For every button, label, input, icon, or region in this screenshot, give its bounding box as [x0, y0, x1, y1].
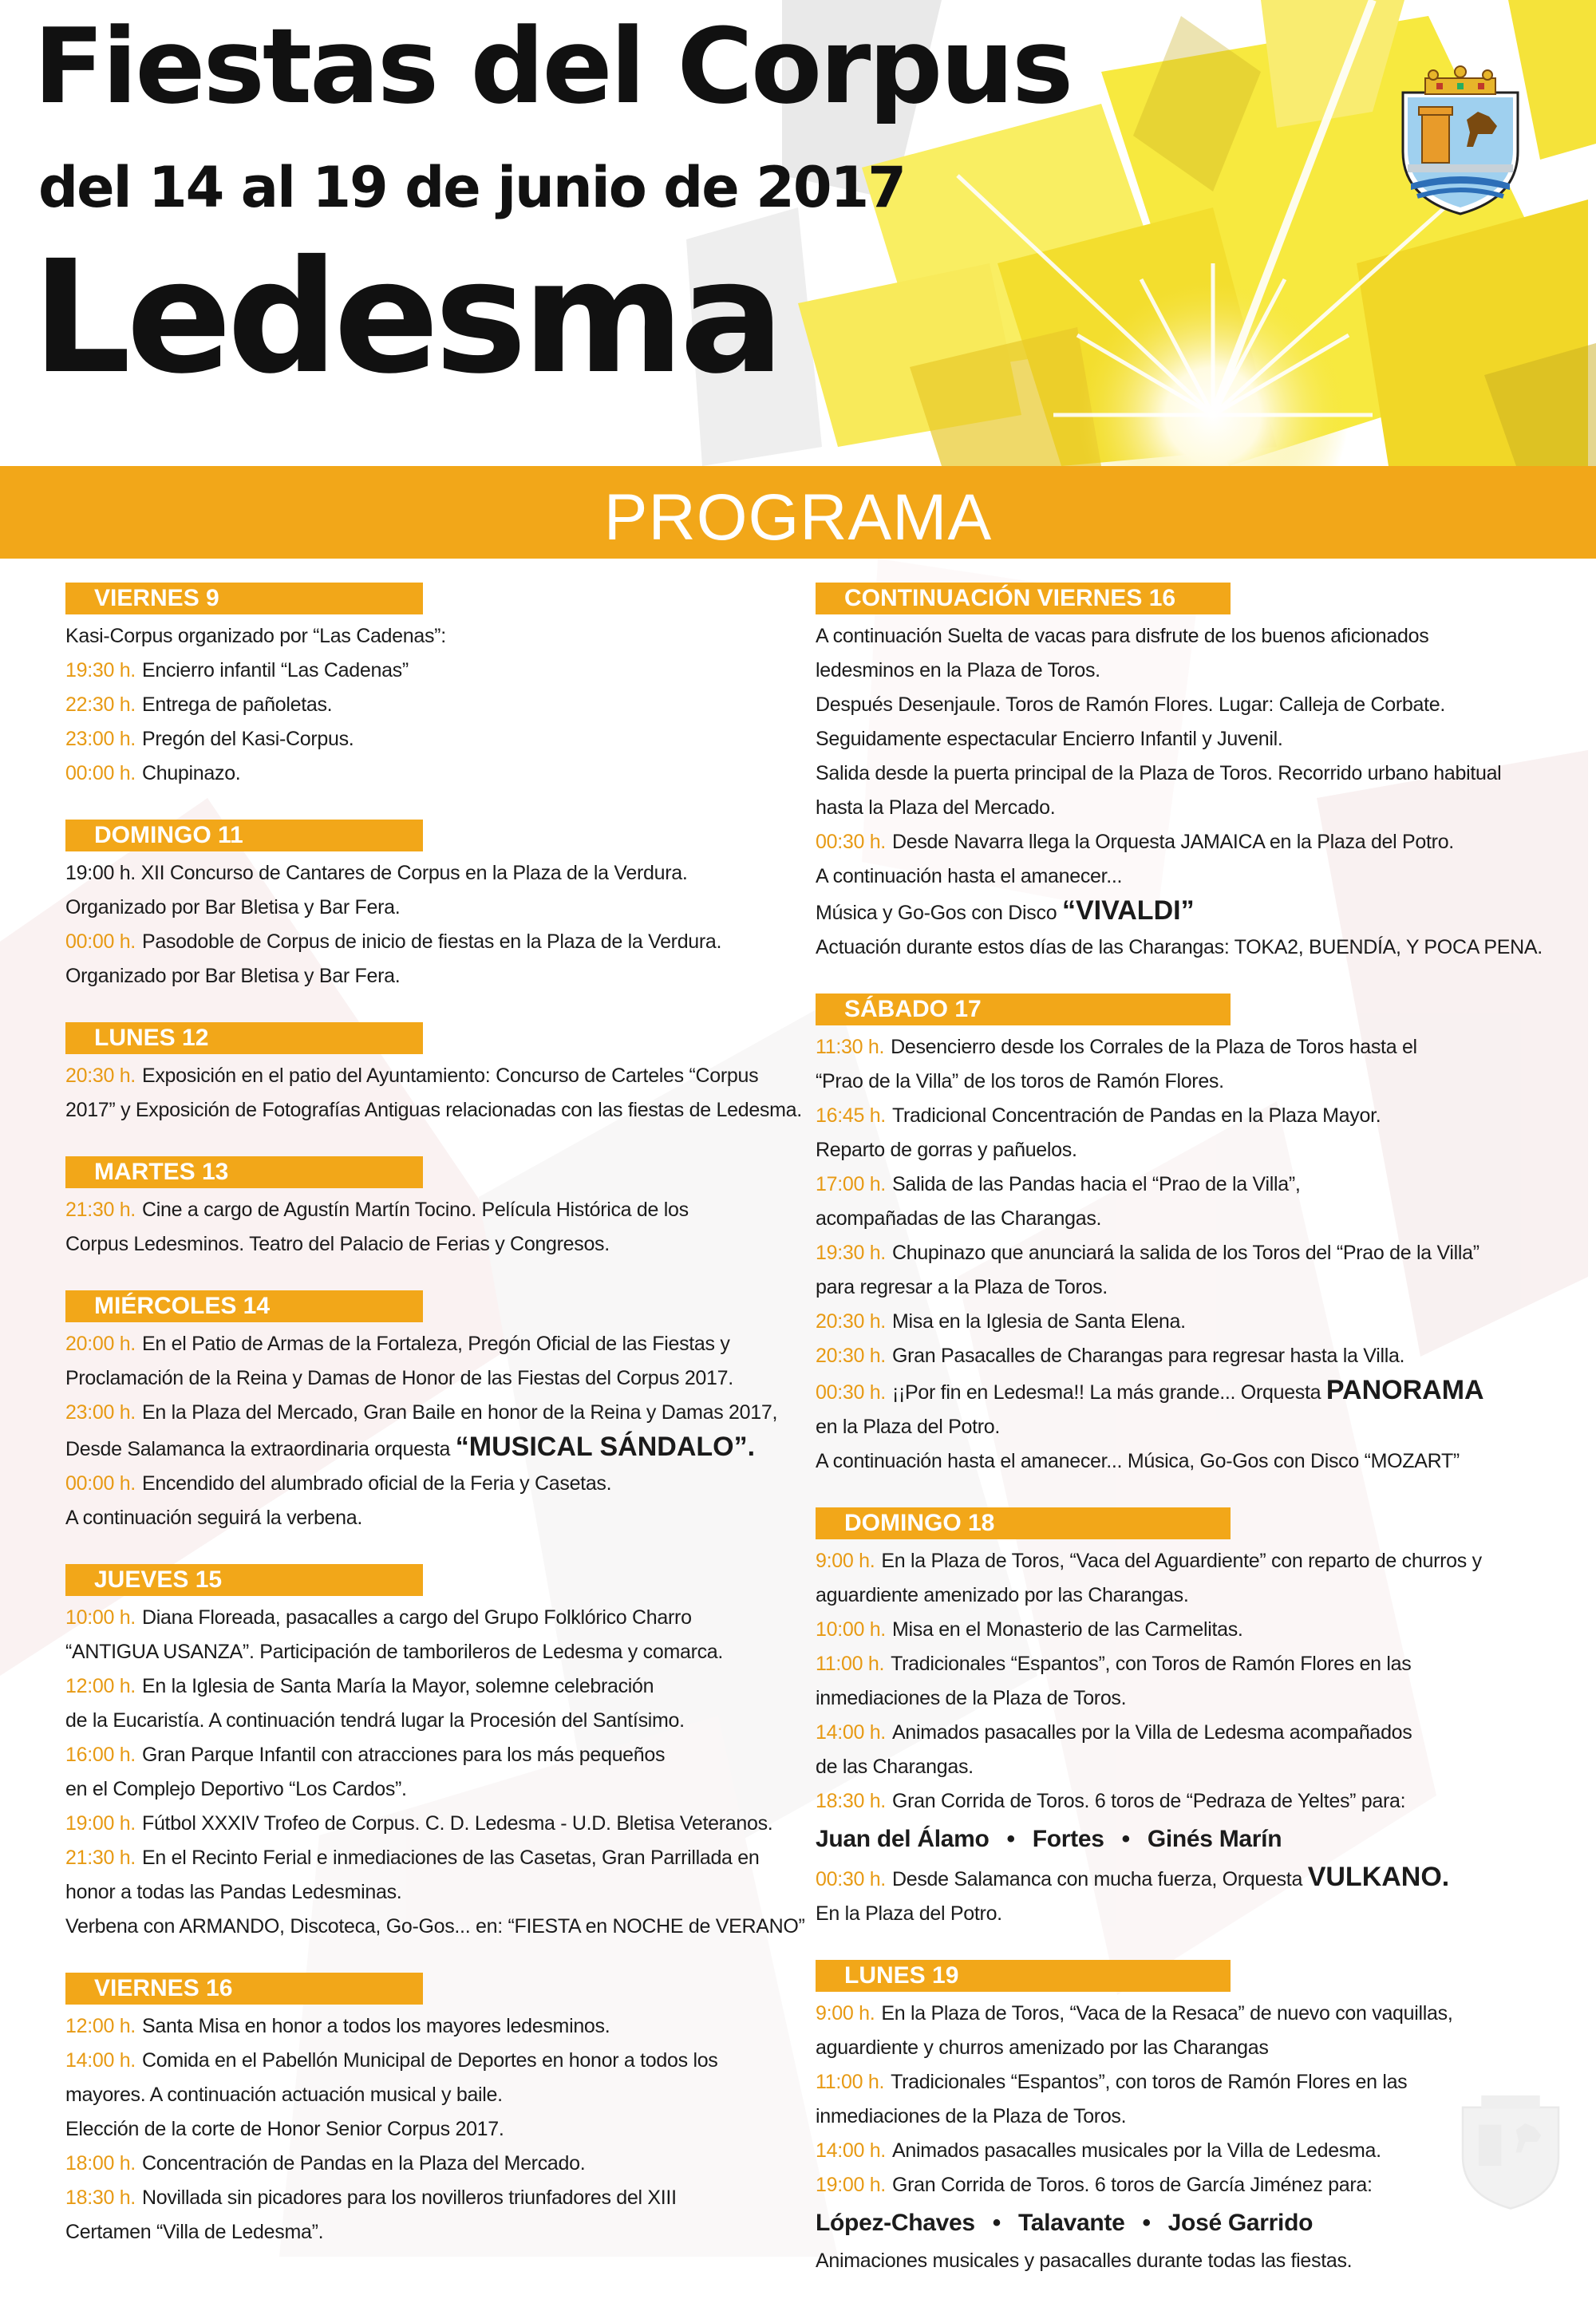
day-block — [65, 1290, 808, 1535]
event-text: Misa en la Iglesia de Santa Elena. — [891, 1310, 1186, 1333]
event-time: 19:00 h. — [816, 2174, 886, 2196]
bullfighter-name: Juan del Álamo — [816, 1826, 990, 1852]
event-time: 12:00 h. — [65, 1675, 136, 1697]
event-line — [65, 1738, 808, 1772]
event-line — [816, 1065, 1558, 1099]
event-time: 17:00 h. — [816, 1173, 886, 1195]
event-highlight: VULKANO. — [1307, 1862, 1450, 1892]
event-text: Animados pasacalles por la Villa de Ledesma acompañados — [891, 1721, 1412, 1744]
event-time: 14:00 h. — [65, 2049, 136, 2072]
event-text: Desde Salamanca con mucha fuerza, Orquesta — [891, 1868, 1308, 1890]
event-text: Certamen “Villa de Ledesma”. — [65, 2221, 324, 2243]
event-text: Tradicionales “Espantos”, con Toros de Ramón Flores en las — [891, 1653, 1412, 1675]
event-text: Fútbol XXXIV Trofeo de Corpus. C. D. Ledesma - U.D. Bletisa Veteranos. — [141, 1812, 773, 1835]
event-line — [816, 1410, 1558, 1444]
event-text: En la Plaza del Mercado, Gran Baile en honor de la Reina y Damas 2017, — [141, 1401, 778, 1424]
event-text: Animados pasacalles musicales por la Villa de Ledesma. — [891, 2139, 1381, 2162]
event-text: Pregón del Kasi-Corpus. — [141, 728, 354, 750]
event-line — [816, 894, 1558, 930]
event-line — [816, 1236, 1558, 1270]
event-text: ¡¡Por fin en Ledesma!! La más grande... Orquesta — [891, 1381, 1326, 1404]
event-text: Proclamación de la Reina y Damas de Honor de las Fiestas del Corpus 2017. — [65, 1367, 733, 1389]
event-line — [816, 1133, 1558, 1167]
event-text: Organizado por Bar Bletisa y Bar Fera. — [65, 965, 401, 987]
event-line — [816, 2244, 1558, 2278]
event-line — [816, 930, 1558, 965]
event-time: 00:30 h. — [816, 1868, 886, 1890]
day-header: SÁBADO 17 — [816, 994, 1231, 1025]
event-text: En la Iglesia de Santa María la Mayor, solemne celebración — [141, 1675, 654, 1697]
event-line — [816, 791, 1558, 825]
event-text: Tradicional Concentración de Pandas en la Plaza Mayor. — [891, 1104, 1381, 1127]
day-header: VIERNES 9 — [65, 583, 423, 614]
day-block — [65, 1973, 808, 2250]
event-text: Verbena con ARMANDO, Discoteca, Go-Gos... en: “FIESTA en NOCHE de VERANO” — [65, 1915, 805, 1938]
event-line — [65, 1093, 808, 1128]
event-line — [816, 1270, 1558, 1305]
event-time: 14:00 h. — [816, 1721, 886, 1744]
event-line — [816, 2065, 1558, 2100]
event-highlight: PANORAMA — [1325, 1375, 1484, 1405]
event-line — [65, 2044, 808, 2078]
event-line — [65, 1704, 808, 1738]
event-line — [65, 1875, 808, 1910]
event-line — [816, 1099, 1558, 1133]
event-line — [65, 925, 808, 959]
event-time: 20:30 h. — [816, 1345, 886, 1367]
event-time: 18:30 h. — [816, 1790, 886, 1812]
event-text: 2017” y Exposición de Fotografías Antiguas relacionadas con las fiestas de Ledesma. — [65, 1099, 802, 1121]
event-text: Gran Corrida de Toros. 6 toros de García Jiménez para: — [891, 2174, 1373, 2196]
event-line — [816, 1202, 1558, 1236]
event-line — [816, 1681, 1558, 1716]
day-header: CONTINUACIÓN VIERNES 16 — [816, 583, 1231, 614]
day-header: DOMINGO 18 — [816, 1507, 1231, 1539]
event-line — [816, 1544, 1558, 1578]
event-text: Animaciones musicales y pasacalles durante todas las fiestas. — [816, 2250, 1353, 2272]
day-block — [65, 820, 808, 994]
event-line — [65, 2181, 808, 2215]
event-time: 10:00 h. — [816, 1618, 886, 1641]
event-time: 16:45 h. — [816, 1104, 886, 1127]
event-text: Seguidamente espectacular Encierro Infantil y Juvenil. — [816, 728, 1283, 750]
day-header: MARTES 13 — [65, 1156, 423, 1188]
event-text: Gran Parque Infantil con atracciones para los más pequeños — [141, 1744, 666, 1766]
event-line — [65, 2009, 808, 2044]
event-text: Encendido del alumbrado oficial de la Feria y Casetas. — [141, 1472, 612, 1495]
day-header: JUEVES 15 — [65, 1564, 423, 1596]
day-header: DOMINGO 11 — [65, 820, 423, 851]
event-line — [816, 722, 1558, 756]
event-line — [816, 825, 1558, 859]
event-line — [816, 2168, 1558, 2202]
event-text: En el Patio de Armas de la Fortaleza, Pregón Oficial de las Fiestas y — [141, 1333, 730, 1355]
event-time: 00:00 h. — [65, 1472, 136, 1495]
event-time: 9:00 h. — [816, 1550, 875, 1572]
event-text: Gran Corrida de Toros. 6 toros de “Pedraza de Yeltes” para: — [891, 1790, 1406, 1812]
event-time: 16:00 h. — [65, 1744, 136, 1766]
event-line — [65, 1361, 808, 1396]
event-time: 11:00 h. — [816, 2071, 885, 2093]
event-text: “Prao de la Villa” de los toros de Ramón Flores. — [816, 1070, 1224, 1092]
event-line — [816, 1339, 1558, 1373]
day-block — [816, 1507, 1558, 1931]
event-line — [65, 619, 808, 654]
event-line — [816, 1305, 1558, 1339]
event-time: 20:00 h. — [65, 1333, 136, 1355]
bullet-separator: • — [1006, 1826, 1015, 1852]
event-time: 23:00 h. — [65, 728, 136, 750]
day-block — [816, 994, 1558, 1479]
event-time: 20:30 h. — [65, 1065, 136, 1087]
bullfighter-list — [816, 1819, 1558, 1860]
event-text: aguardiente y churros amenizado por las Charangas — [816, 2036, 1269, 2059]
event-highlight: “VIVALDI” — [1061, 895, 1195, 926]
event-line — [65, 1327, 808, 1361]
event-line — [65, 1841, 808, 1875]
day-block — [65, 1564, 808, 1944]
event-line — [65, 688, 808, 722]
event-time: 19:30 h. — [816, 1242, 886, 1264]
event-time: 00:00 h. — [65, 762, 136, 784]
bullfighter-name: Ginés Marín — [1147, 1826, 1282, 1852]
day-block — [65, 1156, 808, 1262]
day-header: MIÉRCOLES 14 — [65, 1290, 423, 1322]
event-line — [816, 1613, 1558, 1647]
event-text: inmediaciones de la Plaza de Toros. — [816, 1687, 1127, 1709]
event-line — [816, 1784, 1558, 1819]
bullet-separator: • — [992, 2210, 1001, 2236]
event-time: 10:00 h. — [65, 1606, 136, 1629]
event-line — [65, 2215, 808, 2250]
event-line — [65, 1807, 808, 1841]
event-text: A continuación seguirá la verbena. — [65, 1507, 363, 1529]
event-text: mayores. A continuación actuación musical y baile. — [65, 2084, 503, 2106]
bullfighter-list — [816, 2202, 1558, 2244]
event-text: Salida desde la puerta principal de la Plaza de Toros. Recorrido urbano habitual — [816, 762, 1502, 784]
event-text: En el Recinto Ferial e inmediaciones de las Casetas, Gran Parrillada en — [141, 1847, 760, 1869]
bullfighter-name: Fortes — [1032, 1826, 1104, 1852]
event-line — [65, 891, 808, 925]
event-text: Desencierro desde los Corrales de la Plaza de Toros hasta el — [891, 1036, 1417, 1058]
event-text: hasta la Plaza del Mercado. — [816, 796, 1056, 819]
event-text: Actuación durante estos días de las Charangas: TOKA2, BUENDÍA, Y POCA PENA. — [816, 936, 1543, 958]
event-text: Novillada sin picadores para los novilleros triunfadores del XIII — [141, 2187, 677, 2209]
event-text: En la Plaza de Toros, “Vaca de la Resaca” de nuevo con vaquillas, — [881, 2002, 1453, 2025]
event-line — [65, 856, 808, 891]
event-line — [65, 959, 808, 994]
event-line — [65, 756, 808, 791]
event-text: Kasi-Corpus organizado por “Las Cadenas”: — [65, 625, 446, 647]
event-text: A continuación hasta el amanecer... Música, Go-Gos con Disco “MOZART” — [816, 1450, 1460, 1472]
event-text: honor a todas las Pandas Ledesminas. — [65, 1881, 402, 1903]
event-line — [65, 1396, 808, 1430]
event-time: 18:00 h. — [65, 2152, 136, 2175]
event-time: 00:00 h. — [65, 930, 136, 953]
event-text: Después Desenjaule. Toros de Ramón Flores. Lugar: Calleja de Corbate. — [816, 693, 1446, 716]
event-time: 23:00 h. — [65, 1401, 136, 1424]
event-text: Entrega de pañoletas. — [141, 693, 333, 716]
event-text: Desde Navarra llega la Orquesta JAMAICA en la Plaza del Potro. — [891, 831, 1454, 853]
event-time: 11:30 h. — [816, 1036, 885, 1058]
event-text: Cine a cargo de Agustín Martín Tocino. Película Histórica de los — [141, 1199, 689, 1221]
event-time: 19:30 h. — [65, 659, 136, 681]
event-time: 12:00 h. — [65, 2015, 136, 2037]
day-block — [65, 583, 808, 791]
event-time: 19:00 h. — [65, 1812, 136, 1835]
event-line — [65, 1669, 808, 1704]
coat-of-arms-icon — [1398, 64, 1523, 215]
event-text: de la Eucaristía. A continuación tendrá lugar la Procesión del Santísimo. — [65, 1709, 685, 1732]
event-text: Encierro infantil “Las Cadenas” — [141, 659, 409, 681]
event-text: Desde Salamanca la extraordinaria orquesta — [65, 1438, 456, 1460]
event-text: aguardiente amenizado por las Charangas. — [816, 1584, 1189, 1606]
event-line — [816, 2134, 1558, 2168]
event-text: Reparto de gorras y pañuelos. — [816, 1139, 1077, 1161]
event-text: En la Plaza de Toros, “Vaca del Aguardiente” con reparto de churros y — [881, 1550, 1482, 1572]
event-line — [816, 654, 1558, 688]
event-line — [816, 1373, 1558, 1410]
event-text: Comida en el Pabellón Municipal de Deportes en honor a todos los — [141, 2049, 718, 2072]
event-time: 20:30 h. — [816, 1310, 886, 1333]
festival-dates: del 14 al 19 de junio de 2017 — [38, 155, 905, 220]
event-text: Música y Go-Gos con Disco — [816, 902, 1062, 924]
event-line — [65, 2112, 808, 2147]
event-line — [65, 1772, 808, 1807]
bullet-separator: • — [1121, 1826, 1130, 1852]
event-line — [816, 1444, 1558, 1479]
event-line — [65, 654, 808, 688]
poster-title: Fiestas del Corpus — [34, 6, 1072, 127]
event-line — [65, 1059, 808, 1093]
event-text: Salida de las Pandas hacia el “Prao de la Villa”, — [891, 1173, 1301, 1195]
event-line — [65, 1430, 808, 1467]
event-text: “ANTIGUA USANZA”. Participación de tamborileros de Ledesma y comarca. — [65, 1641, 724, 1663]
event-line — [816, 1750, 1558, 1784]
program-heading: PROGRAMA — [603, 481, 993, 554]
event-text: 19:00 h. XII Concurso de Cantares de Corpus en la Plaza de la Verdura. — [65, 862, 688, 884]
event-time: 9:00 h. — [816, 2002, 875, 2025]
event-time: 18:30 h. — [65, 2187, 136, 2209]
event-line — [816, 688, 1558, 722]
event-line — [816, 1578, 1558, 1613]
event-line — [816, 1030, 1558, 1065]
event-time: 21:30 h. — [65, 1847, 136, 1869]
event-text: inmediaciones de la Plaza de Toros. — [816, 2105, 1127, 2127]
event-line — [816, 1997, 1558, 2031]
event-line — [816, 756, 1558, 791]
event-time: 00:30 h. — [816, 831, 886, 853]
event-text: Pasodoble de Corpus de inicio de fiestas en la Plaza de la Verdura. — [141, 930, 722, 953]
day-block — [65, 1022, 808, 1128]
event-text: A continuación Suelta de vacas para disfrute de los buenos aficionados — [816, 625, 1429, 647]
event-line — [65, 2147, 808, 2181]
event-line — [65, 722, 808, 756]
event-line — [816, 1647, 1558, 1681]
bullfighter-name: Talavante — [1017, 2210, 1125, 2236]
bullfighter-name: José Garrido — [1167, 2210, 1314, 2236]
event-text: Organizado por Bar Bletisa y Bar Fera. — [65, 896, 401, 918]
schedule-left-column — [65, 583, 808, 2278]
event-line — [65, 1635, 808, 1669]
day-header: LUNES 12 — [65, 1022, 423, 1054]
event-text: Tradicionales “Espantos”, con toros de Ramón Flores en las — [891, 2071, 1408, 2093]
event-line — [65, 1467, 808, 1501]
event-text: Chupinazo que anunciará la salida de los Toros del “Prao de la Villa” — [891, 1242, 1479, 1264]
event-text: ledesminos en la Plaza de Toros. — [816, 659, 1100, 681]
day-header: LUNES 19 — [816, 1960, 1231, 1992]
event-text: Exposición en el patio del Ayuntamiento: Concurso de Carteles “Corpus — [141, 1065, 759, 1087]
event-line — [816, 1716, 1558, 1750]
event-text: en la Plaza del Potro. — [816, 1416, 1001, 1438]
event-highlight: “MUSICAL SÁNDALO”. — [455, 1432, 756, 1462]
bullfighter-name: López-Chaves — [816, 2210, 975, 2236]
event-time: 11:00 h. — [816, 1653, 885, 1675]
event-time: 14:00 h. — [816, 2139, 886, 2162]
event-line — [816, 2031, 1558, 2065]
event-text: Elección de la corte de Honor Senior Corpus 2017. — [65, 2118, 504, 2140]
event-line — [816, 1167, 1558, 1202]
event-line — [816, 1897, 1558, 1931]
event-line — [65, 1193, 808, 1227]
town-name: Ledesma — [32, 227, 780, 408]
event-line — [816, 859, 1558, 894]
event-time: 21:30 h. — [65, 1199, 136, 1221]
event-text: Misa en el Monasterio de las Carmelitas. — [891, 1618, 1243, 1641]
event-line — [65, 1227, 808, 1262]
event-line — [816, 619, 1558, 654]
event-line — [816, 2100, 1558, 2134]
event-text: Diana Floreada, pasacalles a cargo del Grupo Folklórico Charro — [141, 1606, 692, 1629]
event-time: 22:30 h. — [65, 693, 136, 716]
event-text: de las Charangas. — [816, 1756, 974, 1778]
event-text: Concentración de Pandas en la Plaza del Mercado. — [141, 2152, 586, 2175]
event-line — [65, 1910, 808, 1944]
event-text: Chupinazo. — [141, 762, 241, 784]
event-line — [65, 1601, 808, 1635]
event-line — [65, 1501, 808, 1535]
event-text: Gran Pasacalles de Charangas para regresar hasta la Villa. — [891, 1345, 1405, 1367]
day-block — [816, 583, 1558, 965]
day-block — [816, 1960, 1558, 2278]
schedule-right-column — [816, 583, 1558, 2307]
event-text: para regresar a la Plaza de Toros. — [816, 1276, 1108, 1298]
event-text: Santa Misa en honor a todos los mayores ledesminos. — [141, 2015, 610, 2037]
bullet-separator: • — [1142, 2210, 1151, 2236]
day-header: VIERNES 16 — [65, 1973, 423, 2005]
event-line — [816, 1860, 1558, 1897]
event-text: Corpus Ledesminos. Teatro del Palacio de Ferias y Congresos. — [65, 1233, 610, 1255]
program-banner — [0, 466, 1596, 559]
event-time: 00:30 h. — [816, 1381, 886, 1404]
event-text: En la Plaza del Potro. — [816, 1902, 1002, 1925]
event-text: A continuación hasta el amanecer... — [816, 865, 1123, 887]
event-line — [65, 2078, 808, 2112]
event-text: en el Complejo Deportivo “Los Cardos”. — [65, 1778, 407, 1800]
event-text: acompañadas de las Charangas. — [816, 1207, 1102, 1230]
